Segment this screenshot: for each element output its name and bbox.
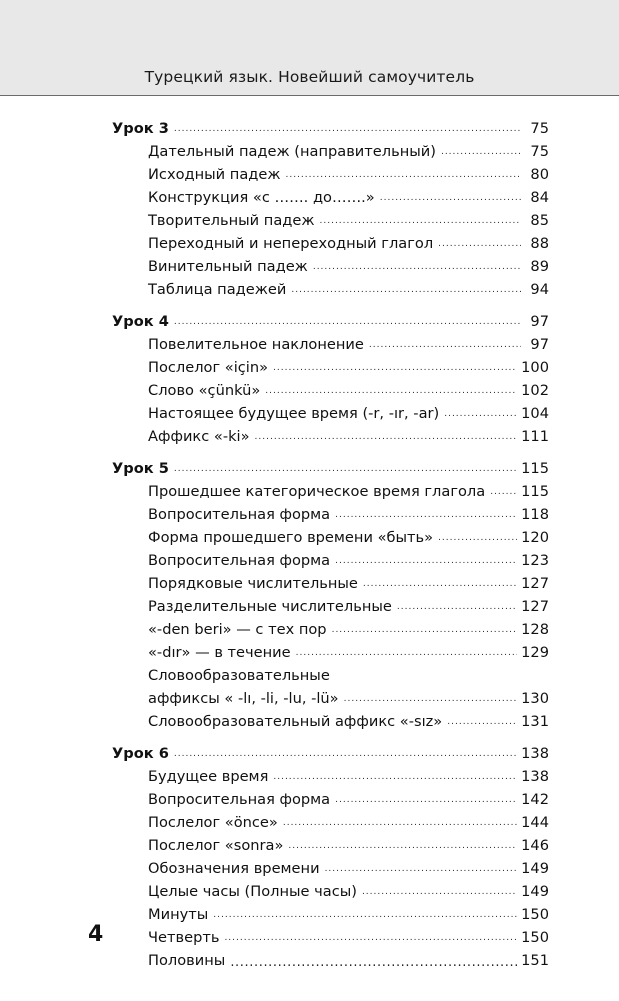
page-ref: 85 [530, 212, 549, 229]
toc-entry [112, 639, 549, 662]
dot-leader [335, 556, 517, 570]
page-ref: 127 [521, 598, 549, 615]
dot-leader [490, 487, 517, 501]
entry-title: «-den beri» — с тех пор [148, 621, 327, 638]
entry-title: Послелог «önce» [148, 814, 278, 831]
toc-section-lesson-3 [112, 115, 549, 299]
page-ref: 84 [530, 189, 549, 206]
entry-title: Форма прошедшего времени «быть» [148, 529, 434, 546]
entry-title: Переходный и непереходный глагол [148, 235, 434, 252]
page-ref: 138 [521, 745, 549, 762]
page-ref: 115 [521, 483, 549, 500]
toc-entry [112, 570, 549, 593]
page-ref: 111 [521, 428, 549, 445]
entry-title: Четверть [148, 929, 220, 946]
entry-title: Разделительные числительные [148, 598, 392, 615]
dot-leader [230, 957, 517, 970]
entry-title: Повелительное наклонение [148, 336, 364, 353]
page-ref: 144 [521, 814, 549, 831]
page-ref: 75 [530, 143, 549, 160]
dot-leader [174, 124, 521, 138]
dot-leader [174, 464, 517, 478]
entry-title: Словообразовательный аффикс «-sız» [148, 713, 443, 730]
page-ref: 150 [521, 906, 549, 923]
toc-entry-first-line [112, 662, 549, 685]
toc-entry [112, 786, 549, 809]
entry-title: Вопросительная форма [148, 506, 331, 523]
toc-entry [112, 855, 549, 878]
toc-entry [112, 331, 549, 354]
dot-leader [313, 262, 521, 276]
page-ref: 149 [521, 860, 549, 877]
dot-leader [438, 239, 521, 253]
toc-section-lesson-6 [112, 740, 549, 970]
toc-entry [112, 253, 549, 276]
entry-title: Словообразовательные [148, 667, 330, 684]
page-ref: 142 [521, 791, 549, 808]
toc-entry [112, 230, 549, 253]
toc-entry [112, 138, 549, 161]
page-ref: 80 [530, 166, 549, 183]
toc-entry [112, 708, 549, 731]
lesson-title: Урок 3 [112, 120, 169, 137]
toc-entry [112, 901, 549, 924]
dot-leader [288, 841, 517, 855]
toc-entry [112, 377, 549, 400]
entry-title: Конструкция «с ……. до…….» [148, 189, 375, 206]
entry-title: Послелог «için» [148, 359, 269, 376]
dot-leader [447, 717, 517, 731]
book-title: Турецкий язык. Новейший самоучитель [144, 68, 475, 86]
entry-title: Целые часы (Полные часы) [148, 883, 357, 900]
entry-title: Прошедшее категорическое время глагола [148, 483, 486, 500]
toc-entry [112, 184, 549, 207]
toc-entry [112, 501, 549, 524]
page-ref: 130 [521, 690, 549, 707]
page-ref: 115 [521, 460, 549, 477]
entry-title: Винительный падеж [148, 258, 308, 275]
page-ref: 127 [521, 575, 549, 592]
toc-section-lesson-4 [112, 308, 549, 446]
dot-leader [344, 694, 518, 708]
toc-entry [112, 616, 549, 639]
toc-entry [112, 478, 549, 501]
dot-leader [335, 795, 517, 809]
toc-entry [112, 878, 549, 901]
entry-title: Настоящее будущее время (-r, -ır, -ar) [148, 405, 440, 422]
toc-section-lesson-5 [112, 455, 549, 731]
dot-leader [224, 933, 517, 947]
dot-leader [332, 625, 518, 639]
entry-title: Аффикс «-ki» [148, 428, 250, 445]
toc-entry [112, 593, 549, 616]
dot-leader [362, 887, 517, 901]
page-number: 4 [88, 922, 104, 947]
dot-leader [174, 749, 517, 763]
dot-leader [213, 910, 517, 924]
entry-title: Слово «çünkü» [148, 382, 261, 399]
page-ref: 102 [521, 382, 549, 399]
page-ref: 129 [521, 644, 549, 661]
entry-title: «-dır» — в течение [148, 644, 291, 661]
entry-title: Порядковые числительные [148, 575, 358, 592]
entry-title: Дательный падеж (направительный) [148, 143, 436, 160]
page-ref: 88 [530, 235, 549, 252]
toc-entry [112, 207, 549, 230]
entry-title: Послелог «sonra» [148, 837, 284, 854]
dot-leader [397, 602, 517, 616]
entry-title: Минуты [148, 906, 209, 923]
dot-leader [320, 216, 522, 230]
page-ref: 104 [521, 405, 549, 422]
entry-title: Таблица падежей [148, 281, 287, 298]
dot-leader [296, 648, 518, 662]
page-ref: 149 [521, 883, 549, 900]
entry-title: Будущее время [148, 768, 269, 785]
toc-lesson-row [112, 455, 549, 478]
toc-entry [112, 524, 549, 547]
dot-leader [291, 285, 521, 299]
toc-entry [112, 763, 549, 786]
table-of-contents [112, 115, 549, 979]
toc-entry [112, 547, 549, 570]
page-ref: 123 [521, 552, 549, 569]
entry-title-continuation: аффиксы « -lı, -li, -lu, -lü» [148, 690, 339, 707]
entry-title: Вопросительная форма [148, 552, 331, 569]
page-ref: 131 [521, 713, 549, 730]
page-ref: 150 [521, 929, 549, 946]
dot-leader [444, 409, 517, 423]
dot-leader [325, 864, 518, 878]
page-ref: 94 [530, 281, 549, 298]
page-ref: 138 [521, 768, 549, 785]
page-ref: 151 [521, 952, 549, 969]
dot-leader [335, 510, 517, 524]
page-ref: 97 [530, 313, 549, 330]
toc-entry [112, 354, 549, 377]
entry-title: Половины [148, 952, 226, 969]
lesson-title: Урок 5 [112, 460, 169, 477]
lesson-title: Урок 6 [112, 745, 169, 762]
page-ref: 97 [530, 336, 549, 353]
lesson-title: Урок 4 [112, 313, 169, 330]
toc-lesson-row [112, 740, 549, 763]
toc-entry [112, 161, 549, 184]
toc-lesson-row [112, 308, 549, 331]
entry-title: Вопросительная форма [148, 791, 331, 808]
dot-leader [438, 533, 517, 547]
dot-leader [380, 193, 521, 207]
dot-leader [363, 579, 517, 593]
toc-entry [112, 947, 549, 970]
dot-leader [369, 340, 521, 354]
toc-entry [112, 400, 549, 423]
page-ref: 146 [521, 837, 549, 854]
entry-title: Обозначения времени [148, 860, 320, 877]
toc-entry [112, 809, 549, 832]
dot-leader [273, 772, 517, 786]
dot-leader [174, 317, 521, 331]
page-ref: 118 [521, 506, 549, 523]
toc-entry [112, 924, 549, 947]
page-ref: 100 [521, 359, 549, 376]
page-ref: 75 [530, 120, 549, 137]
entry-title: Исходный падеж [148, 166, 281, 183]
page-ref: 128 [521, 621, 549, 638]
entry-title: Творительный падеж [148, 212, 315, 229]
dot-leader [273, 363, 517, 377]
toc-entry [112, 276, 549, 299]
running-header [0, 0, 619, 96]
toc-entry-continuation [112, 685, 549, 708]
page-ref: 89 [530, 258, 549, 275]
dot-leader [265, 386, 517, 400]
dot-leader [283, 818, 517, 832]
dot-leader [441, 147, 521, 161]
toc-entry [112, 423, 549, 446]
dot-leader [255, 432, 518, 446]
page-ref: 120 [521, 529, 549, 546]
toc-entry [112, 832, 549, 855]
toc-lesson-row [112, 115, 549, 138]
dot-leader [285, 170, 521, 184]
